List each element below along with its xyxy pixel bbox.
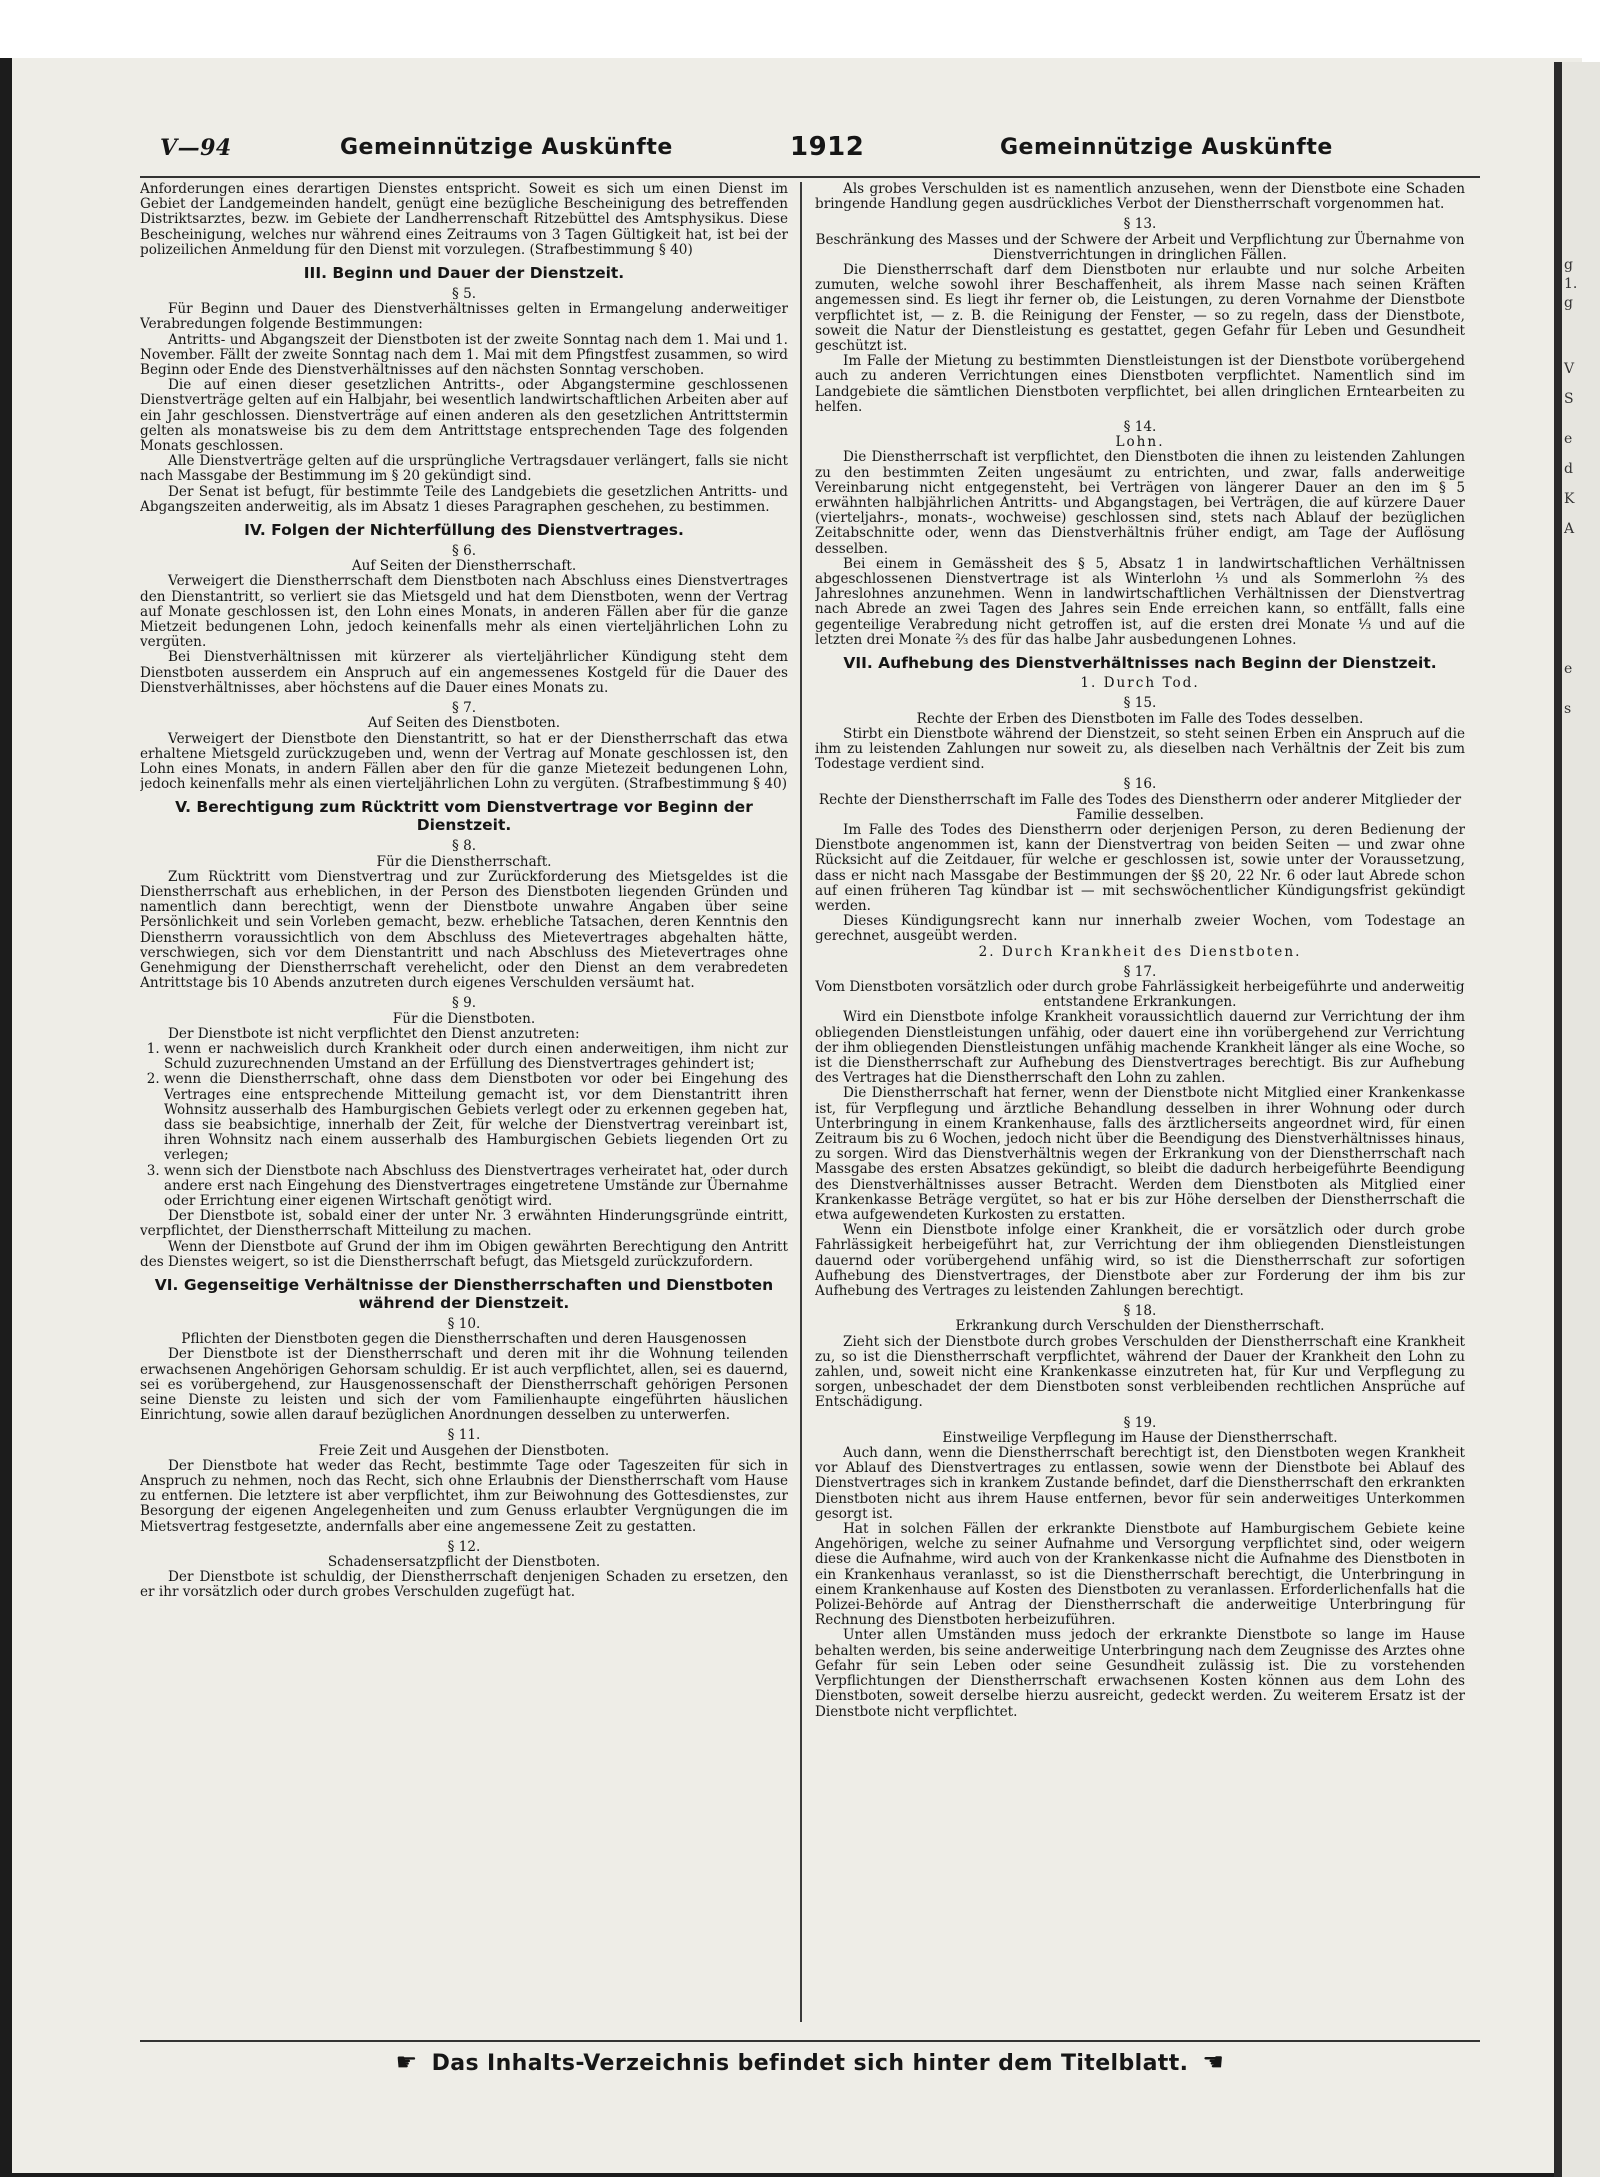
paragraph-number: § 6. [451,543,477,560]
footer-rule [140,2040,1480,2042]
page-gutter-shadow [1554,62,1562,2177]
paragraph: Unter allen Umständen muss jedoch der erkrankte Dienstbote so lange im Hause behalten werden, bis seine anderweitige Unterbringung nach dem Zeugnisse des Arztes ohne Gefahr für sein Leben oder seine Gesundheit zulässig ist. Die zu vorstehenden Verpflichtungen der Dienstherrschaft erwachsenen Kosten können aus dem Lohn des Dienstboten, soweit derselbe hierzu ausreicht, gedeckt werden. Zu weiterem Ersatz ist der Dienstbote nicht verpflichtet. [815,1627,1465,1720]
paragraph: Die Dienstherrschaft ist verpflichtet, den Dienstboten die ihnen zu leistenden Zahlungen zu den bestimmten Zeiten ungesäumt zu entrichten, und zwar, falls anderweitige Vereinbarung nicht entgegensteht, bei Verträgen von längerer Dauer an den im § 5 erwähnten halbjährlichen Antritts- und Abgangstagen, bei Verträgen, die auf kürzere Dauer (vierteljahrs-, monats-, wochweise) geschlossen sind, stets nach Ablauf der bezüglichen Zeitabschnitte oder, wenn das Dienstverhältnis früher endigt, am Tage der Auflösung desselben. [815,449,1465,557]
paragraph-title: Schadensersatzpflicht der Dienstboten. [327,1554,601,1571]
section-heading: IV. Folgen der Nichterfüllung des Dienstvertrages. [244,521,684,540]
paragraph-number: § 14. [1123,419,1157,436]
paragraph-title: Für die Dienstherrschaft. [376,853,552,870]
pointing-hand-right-icon: ☛ [395,2048,418,2076]
edge-fragment: s [1564,701,1572,717]
header-title-right: Gemeinnützige Auskünfte [1000,135,1333,160]
paragraph-number: § 11. [447,1427,481,1444]
paragraph-number: § 10. [447,1316,481,1332]
paragraph-title: Auf Seiten des Dienstboten. [367,715,561,732]
edge-fragment: g [1564,295,1573,311]
edge-fragment: A [1564,521,1575,537]
header-rule [140,176,1480,178]
paragraph-title: Einstweilige Verpflegung im Hause der Dienstherrschaft. [942,1429,1338,1446]
paragraph-title: Rechte der Erben des Dienstboten im Falle des Todes desselben. [916,710,1364,727]
edge-fragment: d [1564,461,1573,477]
paragraph: Der Dienstbote ist schuldig, der Dienstherrschaft denjenigen Schaden zu ersetzen, den er ihr vorsätzlich oder durch grobes Verschulden zugefügt hat. [140,1569,788,1601]
paragraph: Verweigert der Dienstbote den Dienstantritt, so hat er der Dienstherrschaft das etwa erhaltene Mietsgeld zurückzugeben und, wenn der Vertrag auf Monate geschlossen ist, den Lohn eines Monats, in andern Fällen aber den für die ganze Mietezeit bedungenen Lohn, jedoch keinenfalls mehr als einen vierteljährlichen Lohn zu vergüten. (Strafbestimmung § 40) [140,730,788,793]
paragraph: Der Dienstbote ist, sobald einer der unter Nr. 3 erwähnten Hinderungsgründe eintritt, verpflichtet, der Dienstherrschaft Mitteilung zu machen. [140,1208,788,1240]
paragraph-number: § 17. [1123,963,1157,980]
edge-fragment: 1. [1564,276,1578,292]
paragraph-number: § 7. [451,700,477,717]
footer-notice-text: Das Inhalts-Verzeichnis befindet sich hinter dem Titelblatt. [431,2051,1189,2076]
edge-fragment: K [1564,491,1575,507]
paragraph: Wenn ein Dienstbote infolge einer Krankheit, die er vorsätzlich oder durch grobe Fahrlässigkeit herbeigeführt hat, zur Verrichtung der ihm obliegenden Dienstleistungen dauernd oder vorübergehend unfähig wird, so ist die Dienstherrschaft zur sofortigen Aufhebung des Dienstvertrages, der Dienstbote aber zur Forderung der ihm bis zur Aufhebung des Vertrages zu leistenden Zahlungen berechtigt. [815,1222,1465,1300]
paragraph: Antritts- und Abgangszeit der Dienstboten ist der zweite Sonntag nach dem 1. Mai und 1. November. Fällt der zweite Sonntag nach dem 1. Mai mit dem Pfingstfest zusammen, so wird Beginn oder Ende des Dienstverhältnisses auf den nächsten Sonntag verschoben. [140,331,788,379]
scanner-background-corner [1380,0,1600,62]
page-number: V—94 [160,135,232,161]
paragraph-number: § 15. [1123,695,1157,712]
column-divider [800,182,802,2022]
paragraph: Wenn der Dienstbote auf Grund der ihm im Obigen gewährten Berechtigung den Antritt des Dienstes weigert, so ist die Dienstherrschaft befugt, das Mietsgeld zurückzufordern. [140,1238,788,1270]
paragraph-title: Auf Seiten der Dienstherrschaft. [351,558,577,575]
list-item: 3. wenn sich der Dienstbote nach Abschluss des Dienstvertrages verheiratet hat, oder durch andere erst nach Eingehung des Dienstvertrages eingetretene Umstände zur Übernahme oder Errichtung einer eigenen Wirtschaft genötigt wird. [164,1164,788,1210]
header-year: 1912 [790,132,865,162]
edge-fragment: g [1564,257,1573,273]
paragraph: Die auf einen dieser gesetzlichen Antritts-, oder Abgangstermine geschlossenen Dienstverträge gelten auf ein Halbjahr, bei wesentlich landwirtschaftlichen Arbeiten aber auf ein Jahr geschlossen. Dienstverträge auf einen anderen als den gesetzlichen Antrittstermin gelten als monatsweise bis zu dem dem Antrittstage entsprechenden Tage des folgenden Monats geschlossen. [140,377,788,455]
paragraph: Auch dann, wenn die Dienstherrschaft berechtigt ist, den Dienstboten wegen Krankheit vor Ablauf des Dienstvertrages zu entlassen, sowie wenn der Dienstbote bei Ablauf des Dienstvertrages sich in krankem Zustande befindet, darf die Dienstherrschaft den erkrankten Dienstboten nicht aus ihrem Hause entfernen, bevor für sein anderweitiges Unterkommen gesorgt ist. [815,1445,1465,1522]
paragraph-number: § 16. [1123,776,1157,793]
paragraph-number: § 18. [1123,1303,1157,1320]
paragraph-title: Vom Dienstboten vorsätzlich oder durch grobe Fahrlässigkeit herbeigeführte und anderweitig entstandene Erkrankungen. [815,978,1465,1011]
paragraph: Im Falle der Mietung zu bestimmten Dienstleistungen ist der Dienstbote vorübergehend auch zu anderen Verrichtungen eines Dienstboten verpflichtet. Namentlich sind im Landgebiete die sämtlichen Dienstboten verpflichtet, bei allen dringlichen Erntearbeiten zu helfen. [815,353,1465,415]
paragraph: Alle Dienstverträge gelten auf die ursprüngliche Vertragsdauer verlängert, falls sie nicht nach Massgabe der Bestimmung im § 20 gekündigt sind. [140,453,788,485]
subsection-title: 2. Durch Krankheit des Dienstboten. [978,943,1302,960]
paragraph: Als grobes Verschulden ist es namentlich anzusehen, wenn der Dienstbote eine Schaden bringende Handlung gegen ausdrückliches Verbot der Dienstherrschaft vorgenommen hat. [815,182,1465,213]
paragraph: Stirbt ein Dienstbote während der Dienstzeit, so steht seinen Erben ein Anspruch auf die ihm zu leistenden Zahlungen nur soweit zu, als dieselben nach Verhältnis der Zeit bis zum Todestage verdient sind. [815,725,1465,773]
subsection-title: 1. Durch Tod. [1080,675,1200,692]
paragraph-title: Beschränkung des Masses und der Schwere der Arbeit und Verpflichtung zur Übernahme von Dienstverrichtungen in dringlichen Fällen. [815,231,1465,263]
paragraph-title: Rechte der Dienstherrschaft im Falle des Todes des Dienstherrn oder anderer Mitglieder der Familie desselben. [818,791,1462,823]
list-item: 2. wenn die Dienstherrschaft, ohne dass dem Dienstboten vor oder bei Eingehung des Vertrages eine entsprechende Mitteilung gemacht ist, vor dem Dienstantritt ihren Wohnsitz ausserhalb des Hamburgischen Gebiets verlegt oder zu erkennen gegeben hat, dass sie beabsichtige, innerhalb der Zeit, für welche der Dienstvertrag vereinbart ist, ihren Wohnsitz nach einem ausserhalb des Hamburgischen Gebiets liegenden Ort zu verlegen; [164,1072,788,1163]
paragraph-number: § 19. [1123,1414,1157,1431]
list-item: 1. wenn er nachweislich durch Krankheit oder durch einen anderweitigen, ihm nicht zur Schuld zuzurechnenden Umstand an der Erfüllung des Dienstvertrages gehindert ist; [164,1042,788,1072]
section-heading: VII. Aufhebung des Dienstverhältnisses nach Beginn der Dienstzeit. [843,654,1437,673]
paragraph-title: Pflichten der Dienstboten gegen die Dienstherrschaften und deren Hausgenossen [181,1331,747,1348]
header-title-left: Gemeinnützige Auskünfte [340,135,673,160]
adjacent-page-edge [1554,62,1600,2177]
edge-fragment: e [1564,431,1573,447]
paragraph: Der Dienstbote hat weder das Recht, bestimmte Tage oder Tageszeiten für sich in Anspruch zu nehmen, noch das Recht, sich ohne Erlaubnis der Dienstherrschaft vom Hause zu entfernen. Die letztere ist aber verpflichtet, ihm zur Beiwohnung des Gottesdienstes, zur Besorgung der eigenen Angelegenheiten und zum Genuss erlaubter Vergnügungen die im Mietsvertrag festgesetzte, andernfalls aber eine angemessene Zeit zu gestatten. [140,1457,788,1535]
paragraph-title: Für die Dienstboten. [392,1010,536,1027]
paragraph: Der Dienstbote ist nicht verpflichtet den Dienst anzutreten: [168,1025,580,1042]
paragraph-title: Lohn. [1115,434,1165,451]
paragraph: Im Falle des Todes des Dienstherrn oder derjenigen Person, zu deren Bedienung der Dienstbote angenommen ist, kann der Dienstvertrag von beiden Seiten — und zwar ohne Rücksicht auf die Zeitdauer, für welche er geschlossen ist, sowie unter der Voraussetzung, dass er nicht nach Massgabe der Bestimmungen der §§ 20, 22 Nr. 6 oder laut Abrede schon auf einen früheren Tag kündbar ist — mit sechswöchentlicher Kündigungsfrist gekündigt werden. [815,821,1465,914]
paragraph: Der Dienstbote ist der Dienstherrschaft und deren mit ihr die Wohnung teilenden erwachsenen Angehörigen Gehorsam schuldig. Er ist auch verpflichtet, allen, sei es dauernd, sei es vorübergehend, zur Hausgenossenschaft der Dienstherrschaft gehörigen Personen seine Dienste zu leisten und sich der vom Familienhaupte eingeführten häuslichen Einrichtung, sowie allen darauf bezüglichen Anordnungen desselben zu unterwerfen. [140,1346,788,1424]
paragraph: Der Senat ist befugt, für bestimmte Teile des Landgebiets die gesetzlichen Antritts- und Abgangszeiten anderweitig, als im Absatz 1 dieses Paragraphen geschehen, zu bestimmen. [140,483,788,515]
paragraph: Verweigert die Dienstherrschaft dem Dienstboten nach Abschluss eines Dienstvertrages den Dienstantritt, so verliert sie das Mietsgeld und hat dem Dienstboten, wenn der Vertrag auf Monate geschlossen ist, den Lohn eines Monats, in anderen Fällen aber für die ganze Mietzeit bedungenen Lohn, jedoch keinenfalls mehr als einen vierteljährlichen Lohn zu vergüten. [140,573,788,651]
paragraph: Wird ein Dienstbote infolge Krankheit voraussichtlich dauernd zur Verrichtung der ihm obliegenden Dienstleistungen unfähig, oder dauert eine ihn vorübergehend zur Verrichtung der ihm obliegenden Dienstleistungen unfähig machende Krankheit länger als eine Woche, so ist die Dienstherrschaft zur Aufhebung des Dienstvertrages berechtigt. Bis zur Aufhebung des Vertrages hat die Dienstherrschaft den Lohn zu zahlen. [815,1009,1465,1087]
paragraph-number: § 5. [451,286,477,303]
paragraph: Zum Rücktritt vom Dienstvertrag und zur Zurückforderung des Mietsgeldes ist die Dienstherrschaft aus erheblichen, in der Person des Dienstboten liegenden Gründen und namentlich dann berechtigt, wenn der Dienstbote unwahre Angaben über seine Persönlichkeit und sein Vorleben gemacht, bezw. erhebliche Tatsachen, deren Kenntnis den Dienstherrn voraussichtlich von dem Abschluss des Mietevertrages abgehalten hätte, verschwiegen, sich vor dem Dienstantritt und nach Abschluss des Mietevertrages ohne Genehmigung der Dienstherrschaft verehelicht, oder den Dienst an dem verabredeten Antrittstage bis 10 Abends anzutreten durch eigenes Verschulden versäumt hat. [140,868,788,992]
paragraph: Dieses Kündigungsrecht kann nur innerhalb zweier Wochen, vom Todestage an gerechnet, ausgeübt werden. [815,913,1465,945]
paragraph: Die Dienstherrschaft darf dem Dienstboten nur erlaubte und nur solche Arbeiten zumuten, welche sowohl ihrer Beschaffenheit, als ihrem Masse nach seinen Kräften angemessen sind. Es liegt ihr ferner ob, die Leistungen, zu deren Vornahme der Dienstbote verpflichtet ist, — z. B. die Reinigung der Fenster, — so zu regeln, dass der Dienstbote, soweit die Natur der Dienstleistung es gestattet, gegen Gefahr für Leben und Gesundheit geschützt ist. [815,262,1465,355]
paragraph-number: § 13. [1123,216,1157,233]
edge-fragment: V [1564,361,1575,377]
scanner-background [0,0,1600,58]
paragraph: Die Dienstherrschaft hat ferner, wenn der Dienstbote nicht Mitglied einer Krankenkasse ist, für Verpflegung und ärztliche Behandlung desselben in ihrer Wohnung oder durch Unterbringung in einem Krankenhause, falls des ärztlicherseits angeordnet wird, für einen Zeitraum bis zu 6 Wochen, jedoch nicht über die Beendigung des Dienstverhältnisses hinaus, zu sorgen. Wird das Dienstverhältnis wegen der Erkrankung von der Dienstherrschaft nach Massgabe des ersten Absatzes gekündigt, so bleibt die dadurch herbeigeführte Beendigung des Dienstverhältnisses ausser Betracht. Werden dem Dienstboten als Mitglied einer Krankenkasse Beträge vergütet, so hat er bis zur Höhe derselben der Dienstherrschaft die etwa aufgewendeten Kurkosten zu erstatten. [815,1085,1465,1223]
paragraph: Anforderungen eines derartigen Dienstes entspricht. Soweit es sich um einen Dienst im Gebiet der Landgemeinden handelt, genügt eine bezügliche Bescheinigung des betreffenden Distriktsarztes, bezw. im Gebiete der Landherrenschaft Ritzebüttel des Amtsphysikus. Diese Bescheinigung, welches nur während eines Zeitraums von 3 Tagen Gültigkeit hat, ist bei der polizeilichen Anmeldung für den Dienst mit vorzulegen. (Strafbestimmung § 40) [140,182,788,258]
section-heading: VI. Gegenseitige Verhältnisse der Dienstherrschaften und Dienstboten während der Dienstzeit. [154,1276,774,1312]
right-column [815,182,1465,2042]
section-heading: V. Berechtigung zum Rücktritt vom Dienstvertrage vor Beginn der Dienstzeit. [175,798,753,835]
paragraph: Für Beginn und Dauer des Dienstverhältnisses gelten in Ermangelung anderweitiger Verabredungen folgende Bestimmungen: [140,301,788,333]
paragraph-title: Freie Zeit und Ausgehen der Dienstboten. [318,1442,610,1459]
footer-notice [140,2048,1480,2076]
paragraph-number: § 12. [447,1538,481,1555]
paragraph-number: § 9. [451,995,477,1012]
edge-fragment: e [1564,661,1573,677]
left-column [140,182,788,2042]
numbered-list [140,1042,788,1209]
pointing-hand-left-icon: ☚ [1202,2048,1225,2076]
paragraph: Bei Dienstverhältnissen mit kürzerer als vierteljährlicher Kündigung steht dem Dienstboten ausserdem ein Anspruch auf ein angemessenes Kostgeld für die Dauer des Dienstverhältnisses, aber höchstens auf die Dauer eines Monats zu. [140,649,788,696]
running-header [160,132,1480,169]
paragraph-number: § 8. [451,838,477,855]
paragraph: Bei einem in Gemässheit des § 5, Absatz 1 in landwirtschaftlichen Verhältnissen abgeschlossenen Dienstvertrage ist als Winterlohn ⅓ und als Sommerlohn ⅔ des Jahreslohnes anzunehmen. Wenn in landwirtschaftlichen Verhältnissen der Dienstvertrag nach Abrede an zwei Tagen des Jahres sein Ende erreichen kann, so entfällt, falls eine gegenteilige Verabredung nicht getroffen ist, auf die ersten drei Monate ⅓ und auf die letzten drei Monate ⅔ des für das halbe Jahr ausbedungenen Lohnes. [815,555,1465,648]
paragraph: Zieht sich der Dienstbote durch grobes Verschulden der Dienstherrschaft eine Krankheit zu, so ist die Dienstherrschaft verpflichtet, während der Dauer der Krankheit den Lohn zu zahlen, und, soweit nicht eine Krankenkasse einzutreten hat, für Kur und Verpflegung zu sorgen, unbeschadet der dem Dienstboten sonst verbleibenden rechtlichen Ansprüche auf Entschädigung. [815,1333,1465,1411]
section-heading: III. Beginn und Dauer der Dienstzeit. [303,264,625,283]
paragraph-title: Erkrankung durch Verschulden der Dienstherrschaft. [955,1318,1325,1335]
paragraph: Hat in solchen Fällen der erkrankte Dienstbote auf Hamburgischem Gebiete keine Angehörigen, welche zu seiner Aufnahme und Versorgung verpflichtet sind, oder weigern diese die Aufnahme, wird auch von der Krankenkasse nicht die Aufnahme des Dienstboten in ein Krankenhaus veranlasst, so ist die Dienstherrschaft berechtigt, die Unterbringung in einem Krankenhause auf Kosten des Dienstboten zu veranlassen. Erforderlichenfalls hat die Polizei-Behörde auf Antrag der Dienstherrschaft die anderweitige Unterbringung für Rechnung des Dienstboten herbeizuführen. [815,1521,1465,1629]
edge-fragment: S [1564,391,1574,407]
